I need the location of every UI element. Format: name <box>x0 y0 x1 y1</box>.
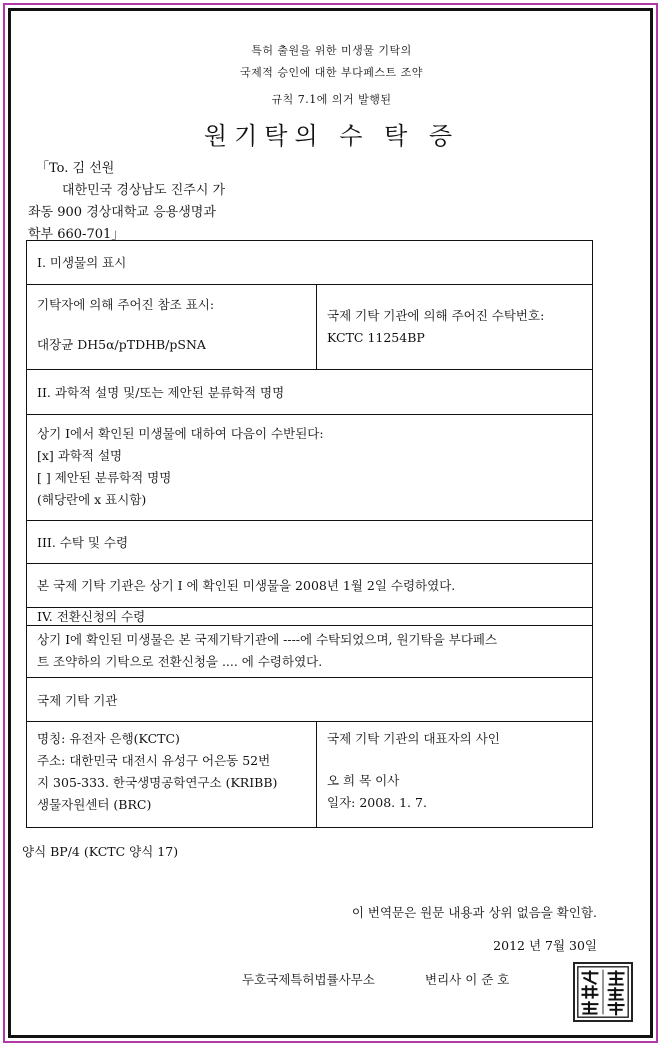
section1-title: I. 미생물의 표시 <box>27 241 593 285</box>
section3-title: III. 수탁 및 수령 <box>27 521 593 564</box>
authority-address-line-3: 생물자원센터 (BRC) <box>37 797 152 812</box>
section4-header-row <box>27 608 593 626</box>
signature-label: 국제 기탁 기관의 대표자의 사인 <box>327 731 500 746</box>
document-title: 원기탁의 수 탁 증 <box>203 122 460 150</box>
authority-name: 명칭: 유전자 은행(KCTC) <box>37 731 180 746</box>
accession-number: KCTC 11254BP <box>327 330 425 345</box>
attorney-name: 변리사 이 준 호 <box>425 972 510 987</box>
firm-name: 두호국제특허법률사무소 <box>242 972 375 987</box>
section5-header-row <box>27 678 593 722</box>
section4-title: IV. 전환신청의 수령 <box>27 608 593 626</box>
header-line-2: 국제적 승인에 대한 부다페스트 조약 <box>240 66 423 79</box>
certification-date: 2012 년 7월 30일 <box>493 938 597 953</box>
authority-address-line-1: 주소: 대한민국 대전시 유성구 어은동 52번 <box>37 753 271 768</box>
addressee-line-4: 학부 660-701」 <box>28 227 125 242</box>
section3-body-row <box>27 564 593 608</box>
header-line-1: 특허 출원을 위한 미생물 기탁의 <box>251 44 412 57</box>
reference-value: 대장균 DH5α/pTDHB/pSNA <box>37 337 206 352</box>
reference-label: 기탁자에 의해 주어진 참조 표시: <box>37 297 215 312</box>
addressee-line-2: 대한민국 경상남도 진주시 가 <box>62 183 226 198</box>
addressee-block <box>28 158 226 246</box>
section2-header-row <box>27 370 593 415</box>
taxonomic-designation-checkbox: [ ] 제안된 분류학적 명명 <box>37 470 172 485</box>
section3-header-row <box>27 521 593 564</box>
section4-line-1: 상기 I에 확인된 미생물은 본 국제기탁기관에 ----에 수탁되었으며, 원기탁을 부다페스 <box>37 632 498 647</box>
seal-icon <box>575 964 631 1020</box>
section2-title: II. 과학적 설명 및/또는 제안된 분류학적 명명 <box>27 370 593 415</box>
section4-line-2: 트 조약하의 기탁으로 전환신청을 .... 에 수령하였다. <box>37 654 323 669</box>
section5-title: 국제 기탁 기관 <box>27 678 593 722</box>
section2-line-1: 상기 I에서 확인된 미생물에 대하여 다음이 수반된다: <box>37 426 324 441</box>
authority-address-line-2: 지 305-333. 한국생명공학연구소 (KRIBB) <box>37 775 278 790</box>
attorney-seal-stamp <box>573 962 633 1022</box>
section2-body-row <box>27 415 593 521</box>
section1-left-cell <box>27 285 317 370</box>
signature-date: 일자: 2008. 1. 7. <box>327 795 427 810</box>
translation-certification: 이 번역문은 원문 내용과 상위 없음을 확인함. <box>351 905 597 920</box>
addressee-line-1: 「To. 김 선원 <box>36 161 115 176</box>
authority-info-cell <box>27 722 317 828</box>
scientific-description-checkbox: [x] 과학적 설명 <box>37 448 123 463</box>
accession-label: 국제 기탁 기관에 의해 주어진 수탁번호: <box>327 308 545 323</box>
section3-body: 본 국제 기탁 기관은 상기 I 에 확인된 미생물을 2008년 1월 2일 수령하였다. <box>27 564 593 608</box>
section5-body-row <box>27 722 593 828</box>
representative-name: 오 희 목 이사 <box>327 773 400 788</box>
header-line-3: 규칙 7.1에 의거 발행된 <box>271 93 392 106</box>
form-code: 양식 BP/4 (KCTC 양식 17) <box>22 844 179 859</box>
section1-body-row <box>27 285 593 370</box>
section4-body-row <box>27 626 593 678</box>
section1-header-row <box>27 241 593 285</box>
addressee-line-3: 좌동 900 경상대학교 응용생명과 <box>28 205 216 220</box>
section2-note: (해당란에 x 표시함) <box>37 492 147 507</box>
deposit-form-table <box>26 240 593 828</box>
signature-cell <box>317 722 593 828</box>
section1-right-cell <box>317 285 593 370</box>
